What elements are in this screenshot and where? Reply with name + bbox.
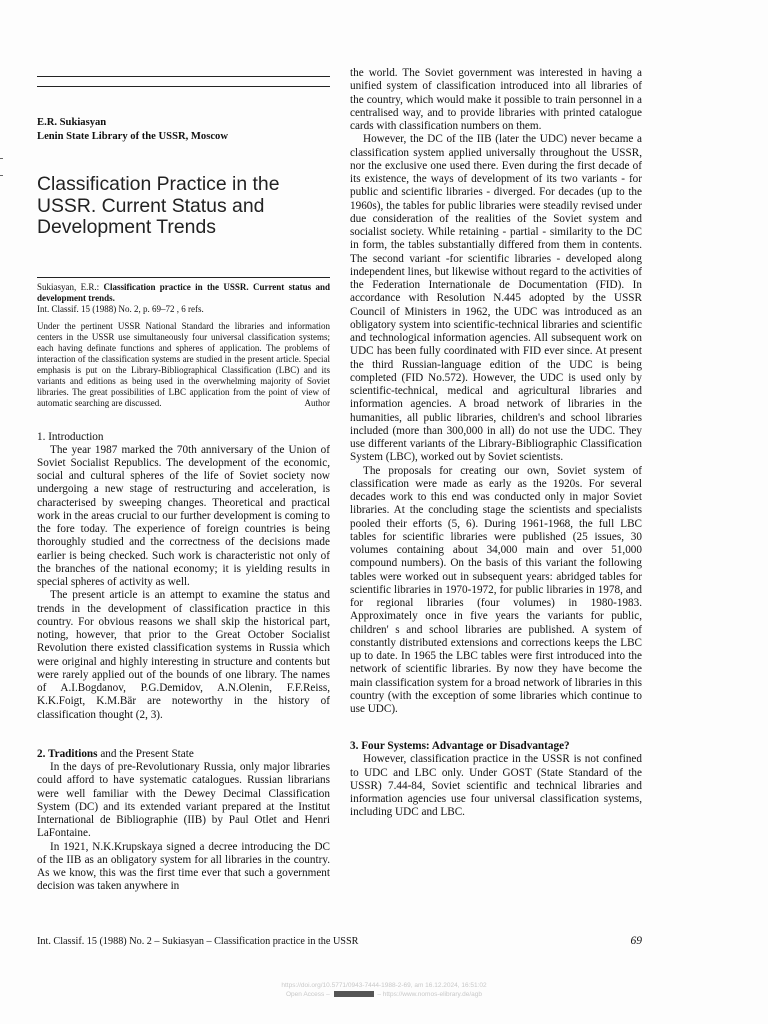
section-2-paragraph-2-continued: the world. The Soviet government was interested in having a unified system of classification introduced into all libraries of the country, which would make it possible to train personnel in a centralised way, and to provide libraries with printed catalogue cards with classification numbers on them. xyxy=(350,67,642,132)
abstract-citation: Int. Classif. 15 (1988) No. 2, p. 69–72 , 6 refs. xyxy=(37,303,204,314)
title-divider xyxy=(37,277,330,278)
footer-citation: Int. Classif. 15 (1988) No. 2 – Sukiasyan – Classification practice in the USSR xyxy=(37,936,359,947)
abstract-source-title: Classification practice in the USSR. Current status and development trends. xyxy=(37,281,330,303)
margin-mark xyxy=(0,158,3,159)
author-name: E.R. Sukiasyan xyxy=(37,117,107,128)
section-2-paragraph-4: The proposals for creating our own, Soviet system of classification were made as early as the 1920s. For several decades work to this end was conducted only in major Soviet libraries. At the concluding stage the scientists and specialists pooled their efforts (5, 6). During 1961-1968, the full LBC tables for scientific libraries were published (25 issues, 30 volumes containing about 34,000 main and over 51,000 compound numbers). On the basis of this variant the following tables were worked out in subsequent years: abridged tables for scientific libraries in 1970-1972, for public libraries in 1978, and for regional libraries (four volumes) in 1980-1983. Approximately once in five years the variants for public, children' s and school libraries are published. A system of constantly distributed extensions and corrections keeps the LBC up to date. In 1965 the LBC tables were first introduced into the network of scientific libraries. By now they have become the main classification system for a broad network of libraries in this country (with the exception of some libraries which continue to use UDC). xyxy=(350,464,642,715)
section-2-paragraph-3: However, the DC of the IIB (later the UDC) never became a classification system applied universally throughout the USSR, nor the exclusive one used there. Even during the first decade of its existence, the ways of development of its two variants - for public and scientific libraries - diverged. For decades (up to the 1960s), the tables for public libraries were steadily revised under due consideration of the realities of the Soviet system and socialist society. While retaining - partial - similarity to the DC in form, the tables substantially differed from them in contents. The second variant -for scientific libraries - developed along independent lines, but likewise without regard to the activities of the Federation Internationale de Documentation (FID). In accordance with Resolution N.445 adopted by the USSR Council of Ministers in 1962, the UDC was introduced as an obligatory system into scientific-technical libraries and scientific and technological information agencies. All subsequent work on UDC has been fully coordinated with FID ever since. At present the third Russian-language edition of the UDC is being completed (FID No.572). However, the UDC is used only by scientific-technical, medical and agricultural libraries and information agencies. A broad network of libraries in the humanities, all public libraries, children's and school libraries included (more than 300,000 in all) do not use the UDC. They use different variants of the Library-Bibliographic Classification System (LBC), worked out by Soviet scientists. xyxy=(350,133,642,464)
section-traditions xyxy=(37,748,330,894)
margin-mark xyxy=(0,175,3,176)
abstract-text: Under the pertinent USSR National Standard the libraries and information centers in the USSR use simultaneously four universal classification systems; each having definate functions and spheres of application. The problems of interaction of the classification systems are studied in the present article. Special emphasis is put on the Library-Bibliographical Classification (LBC) and its variants and editions as being used in the overwhelming majority of Soviet libraries. The great possibilities of LBC application from the point of view of automatic searching are discussed. xyxy=(37,320,330,408)
section-1-paragraph-1: The year 1987 marked the 70th anniversary of the Union of Soviet Socialist Republics. The development of the economic, social and cultural spheres of the life of Soviet society now undergoing a new stage of restructuring and acceleration, is characterised by sweeping changes. Theoretical and practical work in the areas crucial to our further development is coming to the fore today. The experience of foreign countries is being thoroughly studied and the correctness of the decisions made earlier is being checked. Such work is characteristic not only of the branches of the national economy; it is yielding results in special spheres of activity as well. xyxy=(37,443,330,589)
left-column xyxy=(37,116,330,894)
page-footer xyxy=(37,936,642,947)
section-3-heading xyxy=(350,740,642,753)
section-2-heading-bold: 2. Traditions xyxy=(37,747,98,760)
section-1-paragraph-2: The present article is an attempt to examine the status and trends in the development of classification practice in this country. For obvious reasons we shall skip the historical part, noting, however, that prior to the Great October Socialist Revolution there existed classification systems in Russia which were original and highly interesting in structure and contents but were rarely applied out of the bounds of one library. The names of A.I.Bogdanov, P.G.Demidov, A.N.Olenin, F.F.Reiss, K.K.Foigt, K.M.Bär are noteworthy in the history of classification thought (2, 3). xyxy=(37,589,330,721)
cc-license-icon xyxy=(334,991,374,997)
right-column xyxy=(350,67,642,820)
section-2-heading-rest: and the Present State xyxy=(97,747,194,760)
watermark-line-1 xyxy=(0,982,768,989)
section-2-paragraph-2: In 1921, N.K.Krupskaya signed a decree introducing the DC of the IIB as an obligatory system for all libraries in the country. As we know, this was the first time ever that such a government decision was taken anywhere in xyxy=(37,840,330,893)
section-2-paragraph-1: In the days of pre-Revolutionary Russia, only major libraries could afford to have systematic catalogues. Russian librarians were well familiar with the Dewey Decimal Classification System (DC) and its extended variant prepared at the Institut International de Bibliographie (IIB) by Paul Otlet and Henri LaFontaine. xyxy=(37,761,330,840)
section-3-paragraph-1: However, classification practice in the USSR is not confined to UDC and LBC only. Under GOST (State Standard of the USSR) 7.44-84, Soviet scientific and technical libraries and information agencies use four universal classification systems, including UDC and LBC. xyxy=(350,753,642,819)
section-3-heading-title: Advantage or Disadvantage? xyxy=(431,740,570,753)
section-3-heading-number: 3. Four Systems: xyxy=(350,740,432,753)
article-title: Classification Practice in the USSR. Current Status and Development Trends xyxy=(37,173,280,238)
section-2-heading xyxy=(37,748,330,761)
header-rule-top xyxy=(37,76,330,77)
page-number: 69 xyxy=(630,935,642,947)
header-rule-bottom xyxy=(37,86,330,87)
abstract-source xyxy=(37,282,330,304)
watermark-line-2 xyxy=(0,991,768,998)
abstract-signature: Author xyxy=(304,397,330,408)
section-1-heading: 1. Introduction xyxy=(37,430,104,443)
section-introduction xyxy=(37,431,330,722)
abstract-body xyxy=(37,321,330,409)
abstract xyxy=(37,282,330,409)
watermark-doi-link[interactable]: https://doi.org/10.5771/0943-7444-1988-2-69, am 16.12.2024, 16:51:02 xyxy=(281,982,487,989)
section-four-systems xyxy=(350,740,642,819)
watermark-open-access: Open Access – xyxy=(285,991,330,998)
watermark-terms-link[interactable]: – https://www.nomos-elibrary.de/agb xyxy=(377,991,482,998)
abstract-source-author: Sukiasyan, E.R.: xyxy=(37,281,104,292)
author-affiliation: Lenin State Library of the USSR, Moscow xyxy=(37,130,228,142)
